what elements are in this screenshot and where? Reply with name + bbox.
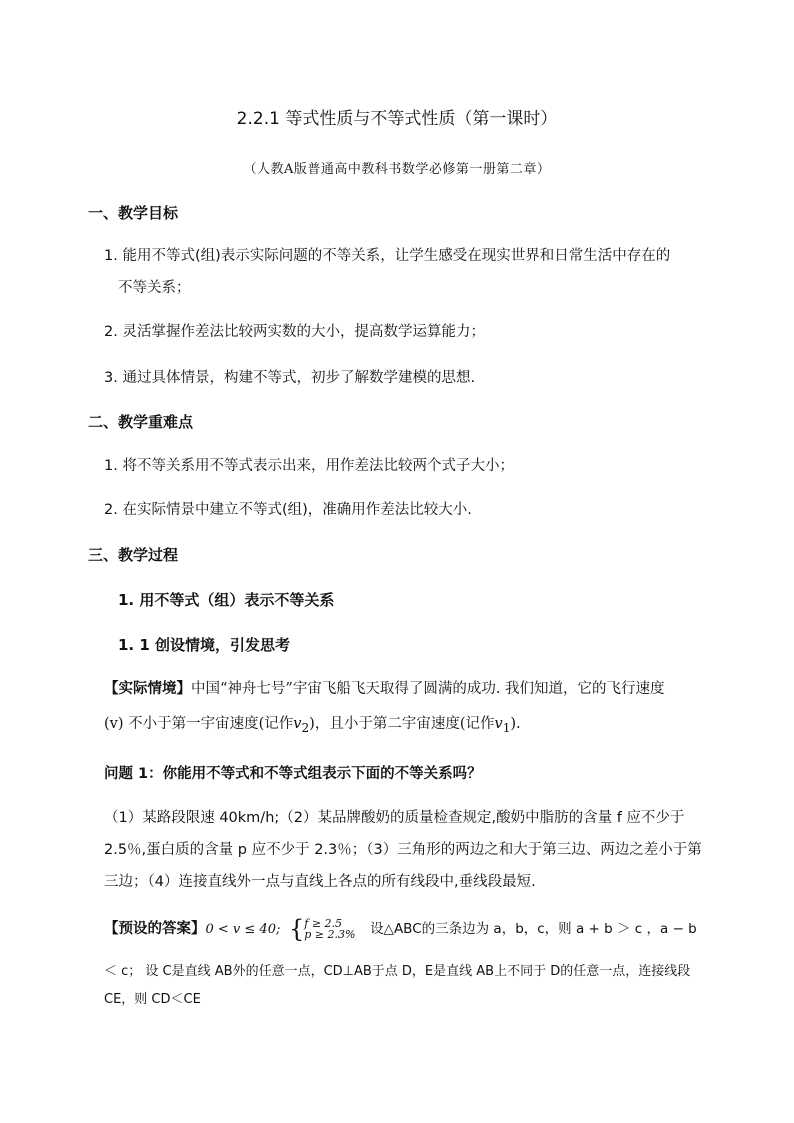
question-1: 问题 1：你能用不等式和不等式组表示下面的不等关系吗？: [104, 766, 482, 782]
subsection-heading-1-1: 1. 1 创设情境，引发思考: [118, 636, 291, 654]
objective-item-3: 3. 通过具体情景，构建不等式，初步了解数学建模的思想.: [104, 370, 476, 386]
system-line-fat: f ≥ 2.5: [304, 917, 343, 930]
velocity-sub-2: 2: [301, 720, 310, 735]
page-subtitle: （人教A版普通高中教科书数学必修第一册第二章）: [243, 162, 551, 177]
velocity-var-v2: v: [293, 716, 302, 732]
answer-line-3: CE，则 CD＜CE: [104, 992, 201, 1007]
answer-math-speed: 0 < v ≤ 40;: [205, 922, 281, 937]
answer-label: 【预设的答案】: [104, 921, 206, 937]
system-line-protein: p ≥ 2.3%: [304, 928, 356, 941]
answer-text-1: 设△ABC的三条边为 a，b，c，则 a + b ＞ c ，a − b: [370, 921, 697, 937]
page-title: 2.2.1 等式性质与不等式性质（第一课时）: [236, 109, 558, 129]
question-text-line-2: 2.5％,蛋白质的含量 p 应不少于 2.3％；（3）三角形的两边之和大于第三边、两边之差小于第: [104, 842, 702, 858]
section-heading-objectives: 一、教学目标: [88, 204, 179, 222]
scenario-text-2b: )，且小于第二宇宙速度(记作: [309, 716, 495, 732]
velocity-var-v1: v: [494, 716, 503, 732]
answer-line-2: ＜ c； 设 C是直线 AB外的任意一点，CD⊥AB于点 D，E是直线 AB上不同于 D的任意一点，连接线段: [104, 964, 691, 979]
key-point-1: 1. 将不等关系用不等式表示出来，用作差法比较两个式子大小；: [104, 458, 514, 474]
scenario-text-2c: ).: [510, 716, 521, 732]
velocity-sub-1: 1: [502, 720, 511, 735]
question-text-line-3: 三边；（4）连接直线外一点与直线上各点的所有线段中,垂线段最短.: [104, 874, 536, 890]
scenario-label: 【实际情境】: [104, 681, 191, 697]
subsection-heading-1: 1. 用不等式（组）表示不等关系: [118, 591, 335, 609]
section-heading-key-points: 二、教学重难点: [88, 413, 194, 431]
objective-item-1-cont: 不等关系；: [118, 280, 191, 296]
scenario-line-2: [104, 714, 521, 738]
section-heading-process: 三、教学过程: [88, 546, 179, 564]
scenario-line-1: [104, 679, 665, 699]
scenario-text-2a: (v) 不小于第一宇宙速度(记作: [104, 716, 294, 732]
key-point-2: 2. 在实际情景中建立不等式(组)，准确用作差法比较大小.: [104, 502, 472, 518]
question-text-line-1: （1）某路段限速 40km/h;（2）某品牌酸奶的质量检查规定,酸奶中脂肪的含量 f 应不少于: [104, 810, 685, 826]
objective-item-1: 1. 能用不等式(组)表示实际问题的不等关系，让学生感受在现实世界和日常生活中存在的: [104, 248, 671, 264]
answer-line-1: [104, 915, 697, 943]
scenario-text-1: 中国“神舟七号”宇宙飞船飞天取得了圆满的成功. 我们知道，它的飞行速度: [191, 681, 665, 697]
objective-item-2: 2. 灵活掌握作差法比较两实数的大小，提高数学运算能力；: [104, 324, 485, 340]
inequality-system: { f ≥ 2.5 p ≥ 2.3%: [288, 915, 356, 943]
